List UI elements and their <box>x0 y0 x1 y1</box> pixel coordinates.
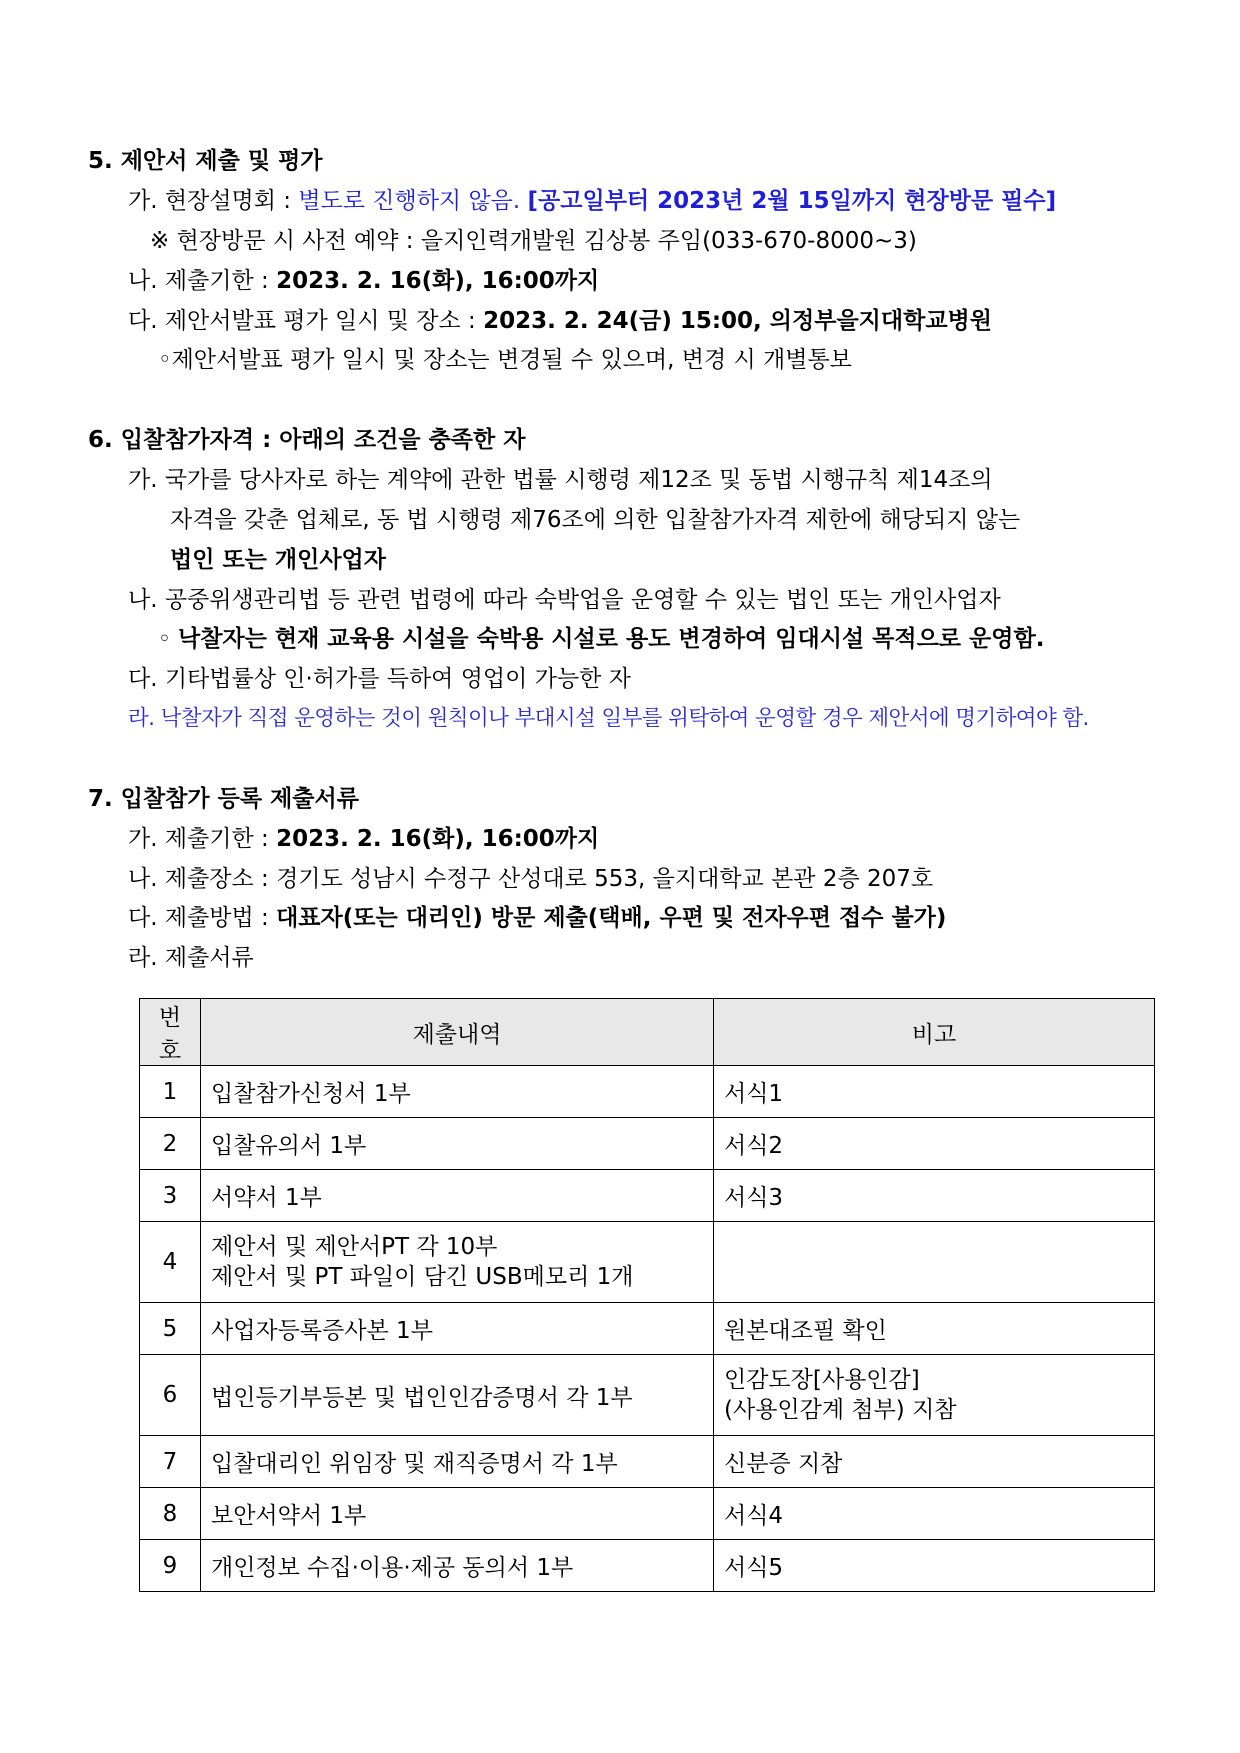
s6-item-c: 다. 기타법률상 인·허가를 득하여 영업이 가능한 자 <box>128 666 631 692</box>
table-row <box>140 1118 1155 1170</box>
s7-item-a <box>128 824 599 854</box>
header-note: 비고 <box>714 999 1155 1066</box>
s5-item-c <box>128 306 992 336</box>
table-row <box>140 1066 1155 1118</box>
row-item-line1: 제안서 및 제안서PT 각 10부 <box>211 1234 498 1260</box>
s6-item-a-line1: 가. 국가를 당사자로 하는 계약에 관한 법률 시행령 제12조 및 동법 시행규칙 제14조의 <box>128 467 993 493</box>
s5-item-a <box>128 186 1056 216</box>
table-row <box>140 1540 1155 1592</box>
row-note: 원본대조필 확인 <box>714 1303 1155 1355</box>
row-number: 2 <box>140 1118 201 1170</box>
s5-c-label: 다. 제안서발표 평가 일시 및 장소 : <box>128 308 484 334</box>
row-number: 8 <box>140 1488 201 1540</box>
s7-a-bold: 2023. 2. 16(화), 16:00까지 <box>276 826 600 852</box>
section-6-title: 6. 입찰참가자격 : 아래의 조건을 충족한 자 <box>88 427 526 453</box>
s5-c-bold: 2023. 2. 24(금) 15:00, 의정부을지대학교병원 <box>483 308 992 334</box>
row-item: 서약서 1부 <box>201 1170 714 1222</box>
table-row <box>140 1436 1155 1488</box>
row-note: 신분증 지참 <box>714 1436 1155 1488</box>
row-number: 7 <box>140 1436 201 1488</box>
s6-item-b: 나. 공중위생관리법 등 관련 법령에 따라 숙박업을 운영할 수 있는 법인 또는 개인사업자 <box>128 587 1001 613</box>
row-item <box>201 1222 714 1303</box>
table-header-row <box>140 999 1155 1066</box>
table-row <box>140 1303 1155 1355</box>
s5-a-bold: [공고일부터 2023년 2월 15일까지 현장방문 필수] <box>527 188 1057 214</box>
s6-b-note <box>158 624 1044 655</box>
table-row <box>140 1170 1155 1222</box>
row-note: 서식2 <box>714 1118 1155 1170</box>
table-row <box>140 1355 1155 1436</box>
s7-item-c <box>128 903 946 933</box>
s7-a-label: 가. 제출기한 : <box>128 826 277 852</box>
row-item: 법인등기부등본 및 법인인감증명서 각 1부 <box>201 1355 714 1436</box>
s5-b-bold: 2023. 2. 16(화), 16:00까지 <box>276 268 600 294</box>
s6-b-note-text: 낙찰자는 현재 교육용 시설을 숙박용 시설로 용도 변경하여 임대시설 목적으로 운영함. <box>177 626 1045 652</box>
row-number: 3 <box>140 1170 201 1222</box>
row-item: 개인정보 수집·이용·제공 동의서 1부 <box>201 1540 714 1592</box>
row-note: 서식5 <box>714 1540 1155 1592</box>
table-row <box>140 1222 1155 1303</box>
s6-item-a-line2: 자격을 갖춘 업체로, 동 법 시행령 제76조에 의한 입찰참가자격 제한에 해당되지 않는 <box>170 507 1021 533</box>
s5-a-label: 가. 현장설명회 : <box>128 188 299 214</box>
row-number: 6 <box>140 1355 201 1436</box>
section-7-title: 7. 입찰참가 등록 제출서류 <box>88 786 359 812</box>
s7-c-label: 다. 제출방법 : <box>128 905 277 931</box>
row-item-line2: 제안서 및 PT 파일이 담긴 USB메모리 1개 <box>211 1264 634 1290</box>
row-note: 서식4 <box>714 1488 1155 1540</box>
row-note: 서식1 <box>714 1066 1155 1118</box>
s7-item-b: 나. 제출장소 : 경기도 성남시 수정구 산성대로 553, 을지대학교 본관 2층 207호 <box>128 866 934 892</box>
s5-b-label: 나. 제출기한 : <box>128 268 277 294</box>
s6-item-a-line3: 법인 또는 개인사업자 <box>170 547 386 573</box>
s6-b-note-marker: ◦ <box>158 627 178 652</box>
s7-c-bold: 대표자(또는 대리인) 방문 제출(택배, 우편 및 전자우편 접수 불가) <box>276 905 947 931</box>
row-item: 보안서약서 1부 <box>201 1488 714 1540</box>
row-item: 사업자등록증사본 1부 <box>201 1303 714 1355</box>
row-note-line2: (사용인감계 첨부) 지참 <box>724 1397 957 1423</box>
submission-documents-table <box>139 998 1155 1592</box>
row-note <box>714 1222 1155 1303</box>
row-number: 1 <box>140 1066 201 1118</box>
row-number: 5 <box>140 1303 201 1355</box>
row-note-line1: 인감도장[사용인감] <box>724 1367 920 1393</box>
row-item: 입찰유의서 1부 <box>201 1118 714 1170</box>
row-note: 서식3 <box>714 1170 1155 1222</box>
header-item: 제출내역 <box>201 999 714 1066</box>
s5-a-blue: 별도로 진행하지 않음. <box>298 188 528 214</box>
s5-note: ※ 현장방문 시 사전 예약 : 을지인력개발원 김상봉 주임(033-670-8000~3) <box>150 228 917 254</box>
header-number: 번호 <box>140 999 201 1066</box>
s7-item-d: 라. 제출서류 <box>128 945 254 971</box>
s6-item-d: 라. 낙찰자가 직접 운영하는 것이 원칙이나 부대시설 일부를 위탁하여 운영할 경우 제안서에 명기하여야 함. <box>128 706 1089 731</box>
row-item: 입찰대리인 위임장 및 재직증명서 각 1부 <box>201 1436 714 1488</box>
table-row <box>140 1488 1155 1540</box>
s5-item-b <box>128 266 599 296</box>
row-note <box>714 1355 1155 1436</box>
section-5-title: 5. 제안서 제출 및 평가 <box>88 148 323 174</box>
row-item: 입찰참가신청서 1부 <box>201 1066 714 1118</box>
row-number: 9 <box>140 1540 201 1592</box>
s5-c-note: ◦제안서발표 평가 일시 및 장소는 변경될 수 있으며, 변경 시 개별통보 <box>158 347 852 373</box>
row-number: 4 <box>140 1222 201 1303</box>
